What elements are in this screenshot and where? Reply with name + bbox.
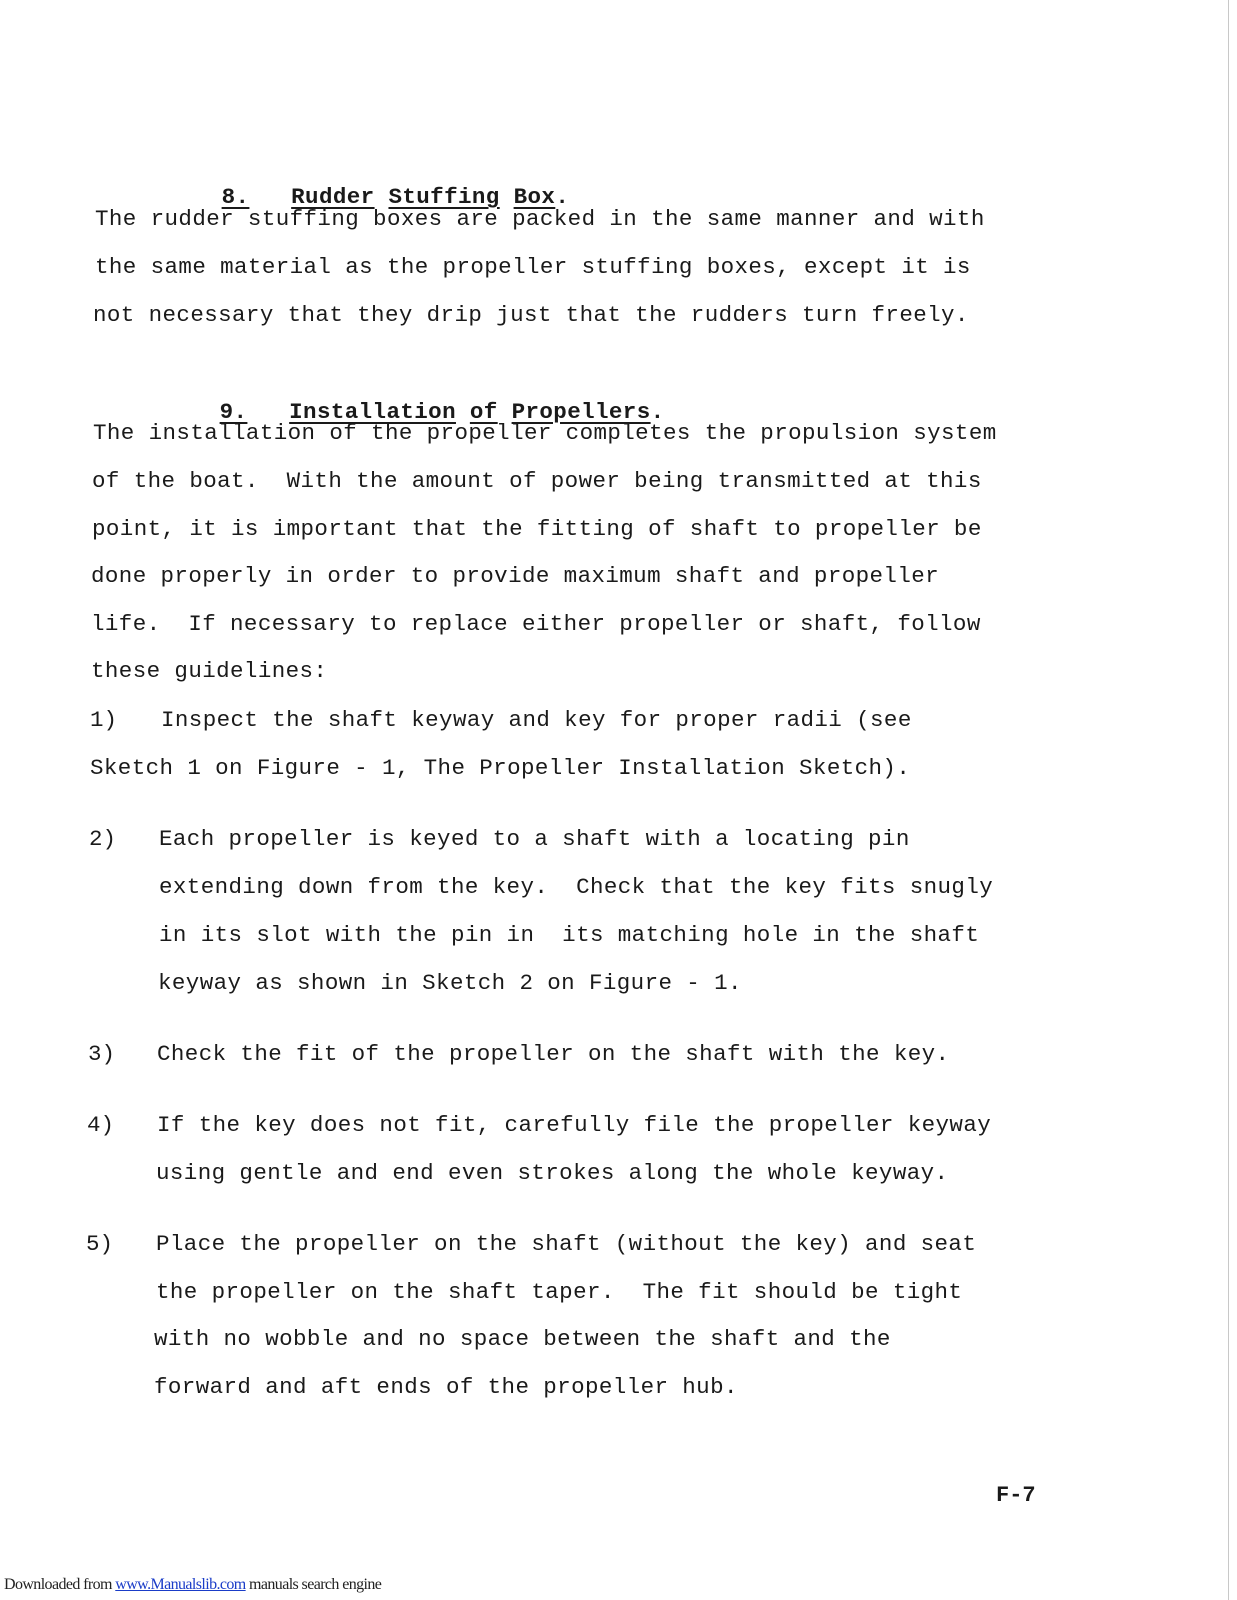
section-8-number: 8. xyxy=(221,184,250,210)
step-line: Each propeller is keyed to a shaft with a locating pin xyxy=(159,826,910,852)
step-line: using gentle and end even strokes along the whole keyway. xyxy=(156,1160,949,1186)
step-line: Check the fit of the propeller on the shaft with the key. xyxy=(157,1041,950,1067)
step-number: 4) xyxy=(87,1112,115,1138)
manualslib-link[interactable]: www.Manualslib.com xyxy=(115,1576,246,1593)
step-number: 2) xyxy=(89,826,117,852)
section-9-line: life. If necessary to replace either propeller or shaft, follow xyxy=(91,611,981,637)
footer-suffix: manuals search engine xyxy=(245,1576,382,1593)
step-line: If the key does not fit, carefully file the propeller keyway xyxy=(157,1112,992,1138)
step-line: keyway as shown in Sketch 2 on Figure - 1. xyxy=(158,970,742,996)
download-footer xyxy=(4,1576,381,1594)
section-9-line: these guidelines: xyxy=(91,658,328,684)
section-8-line: The rudder stuffing boxes are packed in the same manner and with xyxy=(95,206,985,232)
step-line: Inspect the shaft keyway and key for proper radii (see xyxy=(161,707,912,733)
section-9-line: point, it is important that the fitting of shaft to propeller be xyxy=(92,516,982,542)
step-line: the propeller on the shaft taper. The fit should be tight xyxy=(156,1279,963,1305)
step-line: with no wobble and no space between the shaft and the xyxy=(154,1326,891,1352)
step-number: 3) xyxy=(88,1041,116,1067)
step-line: forward and aft ends of the propeller hub. xyxy=(154,1374,738,1400)
section-8-title-word: Box xyxy=(513,184,556,210)
section-9-title-word: of xyxy=(469,399,498,425)
step-line: Sketch 1 on Figure - 1, The Propeller Installation Sketch). xyxy=(90,755,911,781)
step-line: extending down from the key. Check that the key fits snugly xyxy=(159,874,994,900)
footer-prefix: Downloaded from xyxy=(4,1576,116,1593)
step-number: 1) xyxy=(90,707,118,733)
section-9-line: The installation of the propeller completes the propulsion system xyxy=(93,420,997,446)
section-9-number: 9. xyxy=(219,399,248,425)
section-9-line: done properly in order to provide maximum shaft and propeller xyxy=(91,563,940,589)
scan-edge-divider xyxy=(1228,0,1229,1600)
section-8-title-word: Rudder xyxy=(291,184,375,210)
section-9-title-end: . xyxy=(650,399,665,425)
section-8-title-end: . xyxy=(555,184,570,210)
page-number: F-7 xyxy=(996,1483,1036,1508)
step-line: Place the propeller on the shaft (without the key) and seat xyxy=(156,1231,977,1257)
section-8-line: not necessary that they drip just that the rudders turn freely. xyxy=(93,302,969,328)
section-8-title-word: Stuffing xyxy=(388,184,500,210)
step-number: 5) xyxy=(86,1231,114,1257)
section-9-title-word: Installation xyxy=(289,399,456,425)
section-9-title-word: Propellers xyxy=(511,399,651,425)
section-8-line: the same material as the propeller stuffing boxes, except it is xyxy=(95,254,971,280)
step-line: in its slot with the pin in its matching hole in the shaft xyxy=(159,922,980,948)
section-9-line: of the boat. With the amount of power being transmitted at this xyxy=(92,468,982,494)
